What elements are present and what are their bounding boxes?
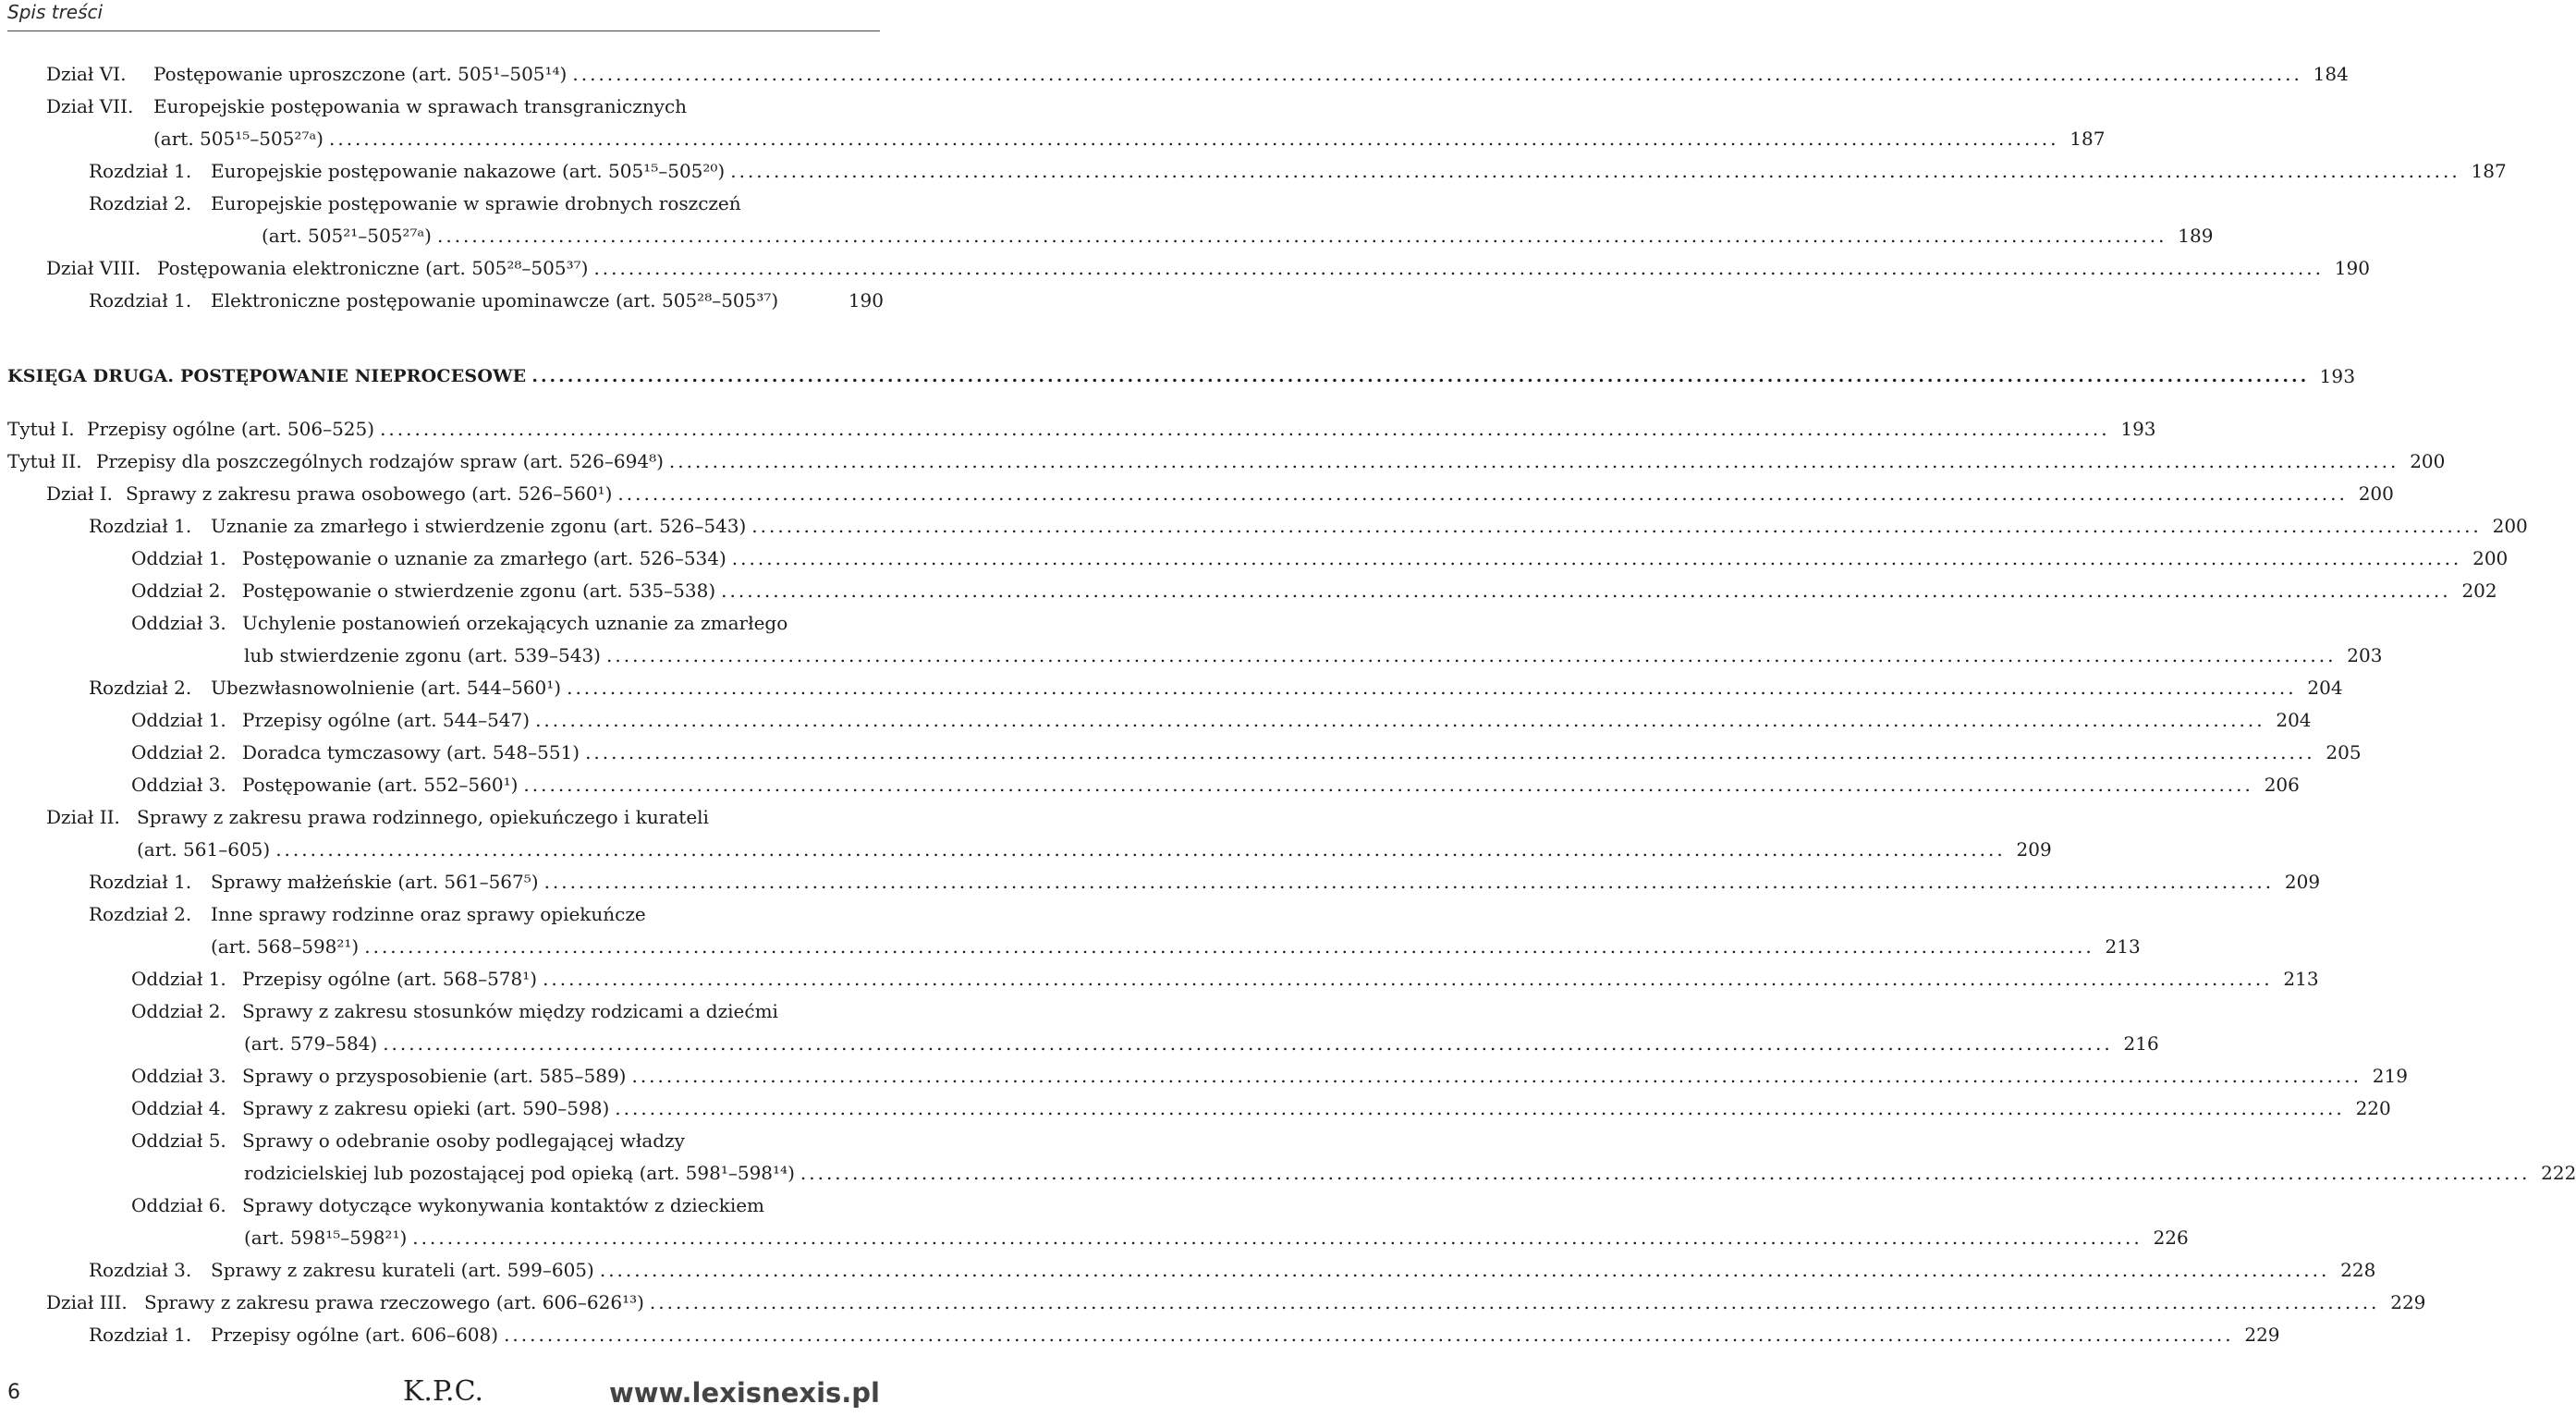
toc-entry-label: Rozdział 3. bbox=[89, 1259, 192, 1281]
toc-entry bbox=[0, 898, 884, 926]
toc-entry-title: Europejskie postępowania w sprawach transgranicznych bbox=[153, 95, 688, 117]
toc-entry-page-number: 205 bbox=[2326, 741, 2362, 763]
toc-entry-page-number: 229 bbox=[2390, 1291, 2426, 1313]
toc-entry-page-number: 200 bbox=[2472, 547, 2509, 569]
toc-entry-title: Sprawy z zakresu stosunków między rodzicami a dziećmi bbox=[242, 1000, 778, 1022]
toc-entry-title: Elektroniczne postępowanie upominawcze (art. 505²⁸–505³⁷) bbox=[211, 289, 779, 311]
toc-entry bbox=[0, 834, 2052, 861]
toc-entry-title: Europejskie postępowanie w sprawie drobnych roszczeń bbox=[211, 192, 741, 214]
toc-entry-title: Postępowanie uproszczone (art. 505¹–505¹⁴) bbox=[153, 63, 568, 85]
toc-entry-page-number: 204 bbox=[2276, 709, 2312, 731]
toc-entry bbox=[0, 1125, 884, 1153]
toc-entry-title: Sprawy z zakresu opieki (art. 590–598) bbox=[242, 1097, 610, 1119]
toc-entry-page-number: 213 bbox=[2283, 968, 2319, 990]
toc-entry bbox=[0, 91, 884, 118]
toc-entry-page-number: 193 bbox=[2120, 418, 2156, 440]
toc-entry bbox=[0, 188, 884, 215]
toc-entry-label: Oddział 3. bbox=[131, 774, 226, 796]
toc-entry-title: Uznanie za zmarłego i stwierdzenie zgonu (art. 526–543) bbox=[211, 515, 747, 537]
toc-entry-label: Rozdział 1. bbox=[89, 515, 192, 537]
dot-leader: ........................................................................................................................................................................................................ bbox=[543, 968, 2273, 990]
dot-leader: ........................................................................................................................................................................................................ bbox=[668, 450, 2399, 472]
toc-entry-label: Tytuł II. bbox=[7, 450, 82, 472]
toc-entry-title: Przepisy ogólne (art. 506–525) bbox=[87, 418, 375, 440]
toc-entry bbox=[0, 285, 884, 312]
toc-entry-label: Tytuł I. bbox=[7, 418, 75, 440]
toc-entry-label: Oddział 2. bbox=[131, 741, 226, 763]
toc-entry-label: Oddział 6. bbox=[131, 1194, 226, 1216]
toc-entry-title: Przepisy ogólne (art. 544–547) bbox=[242, 709, 531, 731]
toc-entry-title: Postępowanie o uznanie za zmarłego (art. 526–534) bbox=[242, 547, 726, 569]
toc-entry-page-number: 204 bbox=[2307, 677, 2343, 699]
toc-entry-title: Sprawy o odebranie osoby podlegającej władzy bbox=[242, 1129, 685, 1152]
toc-entry-label: Rozdział 1. bbox=[89, 1324, 192, 1346]
toc-entry-page-number: 184 bbox=[2313, 63, 2349, 85]
toc-entry bbox=[0, 1157, 2576, 1185]
toc-entry bbox=[0, 1222, 2189, 1250]
toc-entry-page-number: 206 bbox=[2264, 774, 2300, 796]
toc-entry-title: Inne sprawy rodzinne oraz sprawy opiekuńcze bbox=[211, 903, 646, 925]
toc-entry-label: Dział VII. bbox=[46, 95, 134, 117]
toc-entry-title: (art. 561–605) bbox=[137, 838, 271, 861]
toc-entry bbox=[0, 801, 884, 829]
toc-entry bbox=[0, 58, 2349, 86]
toc-entry bbox=[0, 866, 2321, 894]
toc-entry-label: Oddział 2. bbox=[131, 1000, 226, 1022]
toc-entry bbox=[0, 931, 2141, 958]
toc-entry bbox=[0, 672, 2343, 700]
dot-leader: ........................................................................................................................................................................................................ bbox=[275, 838, 2006, 861]
dot-leader: ........................................................................................................................................................................................................ bbox=[383, 1032, 2113, 1055]
toc-entry bbox=[0, 1093, 2391, 1120]
dot-leader: ........................................................................................................................................................................................................ bbox=[593, 257, 2324, 279]
toc-entry-page-number: 190 bbox=[848, 289, 884, 311]
toc-entry bbox=[0, 1028, 2159, 1056]
toc-entry-label: Oddział 3. bbox=[131, 612, 226, 634]
toc-entry bbox=[0, 1190, 884, 1217]
toc-entry-label: Rozdział 1. bbox=[89, 289, 192, 311]
toc-entry bbox=[0, 963, 2319, 991]
toc-entry bbox=[0, 510, 2528, 538]
dot-leader: ........................................................................................................................................................................................................ bbox=[543, 871, 2275, 893]
toc-entry-label: Oddział 5. bbox=[131, 1129, 226, 1152]
toc-entry-label: Rozdział 2. bbox=[89, 677, 192, 699]
toc-entry bbox=[0, 123, 2106, 151]
toc-entry-page-number: 200 bbox=[2358, 482, 2394, 505]
toc-entry-label: Rozdział 2. bbox=[89, 192, 192, 214]
dot-leader: ........................................................................................................................................................................................................ bbox=[730, 160, 2460, 182]
toc-entry-title: Sprawy z zakresu prawa rzeczowego (art. 606–626¹³) bbox=[144, 1291, 644, 1313]
dot-leader: ........................................................................................................................................................................................................ bbox=[631, 1065, 2362, 1087]
dot-leader: ........................................................................................................................................................................................................ bbox=[436, 225, 2167, 247]
toc-entry-title: Sprawy z zakresu prawa osobowego (art. 526–560¹) bbox=[126, 482, 613, 505]
toc-entry bbox=[0, 1287, 2426, 1314]
footer-title: K.P.C. bbox=[403, 1375, 484, 1408]
toc-entry bbox=[0, 704, 2312, 732]
toc-entry-title: Postępowania elektroniczne (art. 505²⁸–505³⁷) bbox=[157, 257, 589, 279]
toc-entry-label: Dział VIII. bbox=[46, 257, 141, 279]
toc-entry bbox=[0, 252, 2370, 280]
toc-entry-label: Rozdział 1. bbox=[89, 871, 192, 893]
toc-entry-title: Doradca tymczasowy (art. 548–551) bbox=[242, 741, 580, 763]
dot-leader: ........................................................................................................................................................................................................ bbox=[567, 677, 2297, 699]
toc-entry-title: Sprawy z zakresu prawa rodzinnego, opiekuńczego i kurateli bbox=[137, 806, 709, 828]
toc-entry bbox=[0, 769, 2300, 797]
dot-leader: ........................................................................................................................................................................................................ bbox=[721, 580, 2451, 602]
toc-entry-page-number: 193 bbox=[2319, 365, 2356, 387]
dot-leader: ........................................................................................................................................................................................................ bbox=[617, 482, 2348, 505]
toc-entry-title: (art. 568–598²¹) bbox=[211, 935, 360, 958]
dot-leader: ........................................................................................................................................................................................................ bbox=[523, 774, 2253, 796]
toc-entry-page-number: 229 bbox=[2244, 1324, 2280, 1346]
dot-leader: ........................................................................................................................................................................................................ bbox=[615, 1097, 2345, 1119]
toc-entry bbox=[0, 737, 2362, 764]
dot-leader: ........................................................................................................................................................................................................ bbox=[364, 935, 2094, 958]
toc-entry-title: Sprawy o przysposobienie (art. 585–589) bbox=[242, 1065, 627, 1087]
running-head: Spis treści bbox=[7, 1, 104, 23]
dot-leader: ........................................................................................................................................................................................................ bbox=[328, 128, 2059, 150]
toc-entry-title: Uchylenie postanowień orzekających uznanie za zmarłego bbox=[242, 612, 788, 634]
toc-entry-page-number: 187 bbox=[2471, 160, 2507, 182]
toc-entry bbox=[0, 1254, 2376, 1282]
toc-entry-title: Przepisy ogólne (art. 606–608) bbox=[211, 1324, 499, 1346]
toc-entry-label: Oddział 4. bbox=[131, 1097, 226, 1119]
toc-entry-page-number: 213 bbox=[2105, 935, 2141, 958]
toc-entry-label: Oddział 2. bbox=[131, 580, 226, 602]
dot-leader: ........................................................................................................................................................................................................ bbox=[531, 366, 2310, 386]
dot-leader: ........................................................................................................................................................................................................ bbox=[606, 644, 2337, 666]
toc-entry bbox=[0, 446, 2446, 473]
toc-entry-title: Sprawy małżeńskie (art. 561–567⁵) bbox=[211, 871, 539, 893]
toc-entry-title: KSIĘGA DRUGA. POSTĘPOWANIE NIEPROCESOWE bbox=[7, 366, 527, 386]
toc-entry bbox=[0, 1319, 2280, 1347]
toc-entry-label: Dział VI. bbox=[46, 63, 127, 85]
toc-entry-page-number: 228 bbox=[2340, 1259, 2376, 1281]
toc-entry-title: (art. 505²¹–505²⁷ᵃ) bbox=[262, 225, 432, 247]
toc-entry bbox=[0, 575, 2497, 603]
toc-entry-title: Postępowanie o stwierdzenie zgonu (art. 535–538) bbox=[242, 580, 716, 602]
toc-entry-page-number: 222 bbox=[2541, 1162, 2576, 1184]
toc-entry-page-number: 187 bbox=[2069, 128, 2106, 150]
toc-entry-page-number: 202 bbox=[2461, 580, 2497, 602]
toc-entry-title: Sprawy dotyczące wykonywania kontaktów z dzieckiem bbox=[242, 1194, 765, 1216]
toc-entry bbox=[0, 543, 2509, 570]
toc-entry bbox=[0, 607, 884, 635]
toc-entry-label: Oddział 1. bbox=[131, 709, 226, 731]
toc-entry-page-number: 226 bbox=[2153, 1227, 2189, 1249]
toc-entry bbox=[0, 478, 2394, 506]
dot-leader: ........................................................................................................................................................................................................ bbox=[731, 547, 2462, 569]
toc-entry-page-number: 200 bbox=[2410, 450, 2446, 472]
toc-entry bbox=[0, 220, 2214, 248]
toc-entry bbox=[0, 995, 884, 1023]
toc-entry-label: Rozdział 2. bbox=[89, 903, 192, 925]
toc-entry-label: Oddział 1. bbox=[131, 968, 226, 990]
toc-entry-label: Oddział 3. bbox=[131, 1065, 226, 1087]
toc-entry-page-number: 216 bbox=[2123, 1032, 2159, 1055]
toc-entry-title: (art. 505¹⁵–505²⁷ᵃ) bbox=[153, 128, 324, 150]
toc-entry-page-number: 220 bbox=[2355, 1097, 2391, 1119]
toc-entry-title: Sprawy z zakresu kurateli (art. 599–605) bbox=[211, 1259, 594, 1281]
toc-entry-title: (art. 579–584) bbox=[244, 1032, 378, 1055]
toc-entry-label: Dział III. bbox=[46, 1291, 128, 1313]
toc-entry-page-number: 209 bbox=[2016, 838, 2052, 861]
dot-leader: ........................................................................................................................................................................................................ bbox=[751, 515, 2482, 537]
toc-entry-title: Przepisy ogólne (art. 568–578¹) bbox=[242, 968, 538, 990]
dot-leader: ........................................................................................................................................................................................................ bbox=[535, 709, 2265, 731]
dot-leader: ........................................................................................................................................................................................................ bbox=[599, 1259, 2330, 1281]
dot-leader: ........................................................................................................................................................................................................ bbox=[412, 1227, 2143, 1249]
toc-part-heading bbox=[0, 360, 2356, 388]
toc-entry-page-number: 189 bbox=[2178, 225, 2214, 247]
toc-entry-title: lub stwierdzenie zgonu (art. 539–543) bbox=[244, 644, 601, 666]
toc-entry bbox=[0, 640, 2383, 667]
toc-entry-title: rodzicielskiej lub pozostającej pod opieką (art. 598¹–598¹⁴) bbox=[244, 1162, 795, 1184]
toc-entry-title: Postępowanie (art. 552–560¹) bbox=[242, 774, 519, 796]
toc-entry-label: Dział I. bbox=[46, 482, 113, 505]
toc-entry-title: Ubezwłasnowolnienie (art. 544–560¹) bbox=[211, 677, 562, 699]
toc-entry-page-number: 203 bbox=[2347, 644, 2383, 666]
toc-entry-label: Oddział 1. bbox=[131, 547, 226, 569]
toc-entry bbox=[0, 1060, 2408, 1088]
dot-leader: ........................................................................................................................................................................................................ bbox=[572, 63, 2302, 85]
dot-leader: ........................................................................................................................................................................................................ bbox=[380, 418, 2110, 440]
toc-entry-page-number: 200 bbox=[2492, 515, 2528, 537]
toc-entry-page-number: 190 bbox=[2334, 257, 2370, 279]
dot-leader: ........................................................................................................................................................................................................ bbox=[504, 1324, 2234, 1346]
dot-leader: ........................................................................................................................................................................................................ bbox=[649, 1291, 2380, 1313]
toc-entry-page-number: 209 bbox=[2284, 871, 2321, 893]
toc-entry-title: Przepisy dla poszczególnych rodzajów spraw (art. 526–694⁸) bbox=[96, 450, 664, 472]
toc-entry-title: (art. 598¹⁵–598²¹) bbox=[244, 1227, 408, 1249]
toc-entry-label: Dział II. bbox=[46, 806, 120, 828]
page-number: 6 bbox=[7, 1381, 20, 1404]
toc-entry bbox=[0, 413, 2156, 441]
toc-entry bbox=[0, 155, 2507, 183]
dot-leader: ........................................................................................................................................................................................................ bbox=[585, 741, 2315, 763]
toc-entry-label: Rozdział 1. bbox=[89, 160, 192, 182]
dot-leader: ........................................................................................................................................................................................................ bbox=[800, 1162, 2531, 1184]
publisher-website: www.lexisnexis.pl bbox=[609, 1377, 880, 1409]
toc-entry-title: Europejskie postępowanie nakazowe (art. 505¹⁵–505²⁰) bbox=[211, 160, 726, 182]
toc-entry-page-number: 219 bbox=[2372, 1065, 2408, 1087]
